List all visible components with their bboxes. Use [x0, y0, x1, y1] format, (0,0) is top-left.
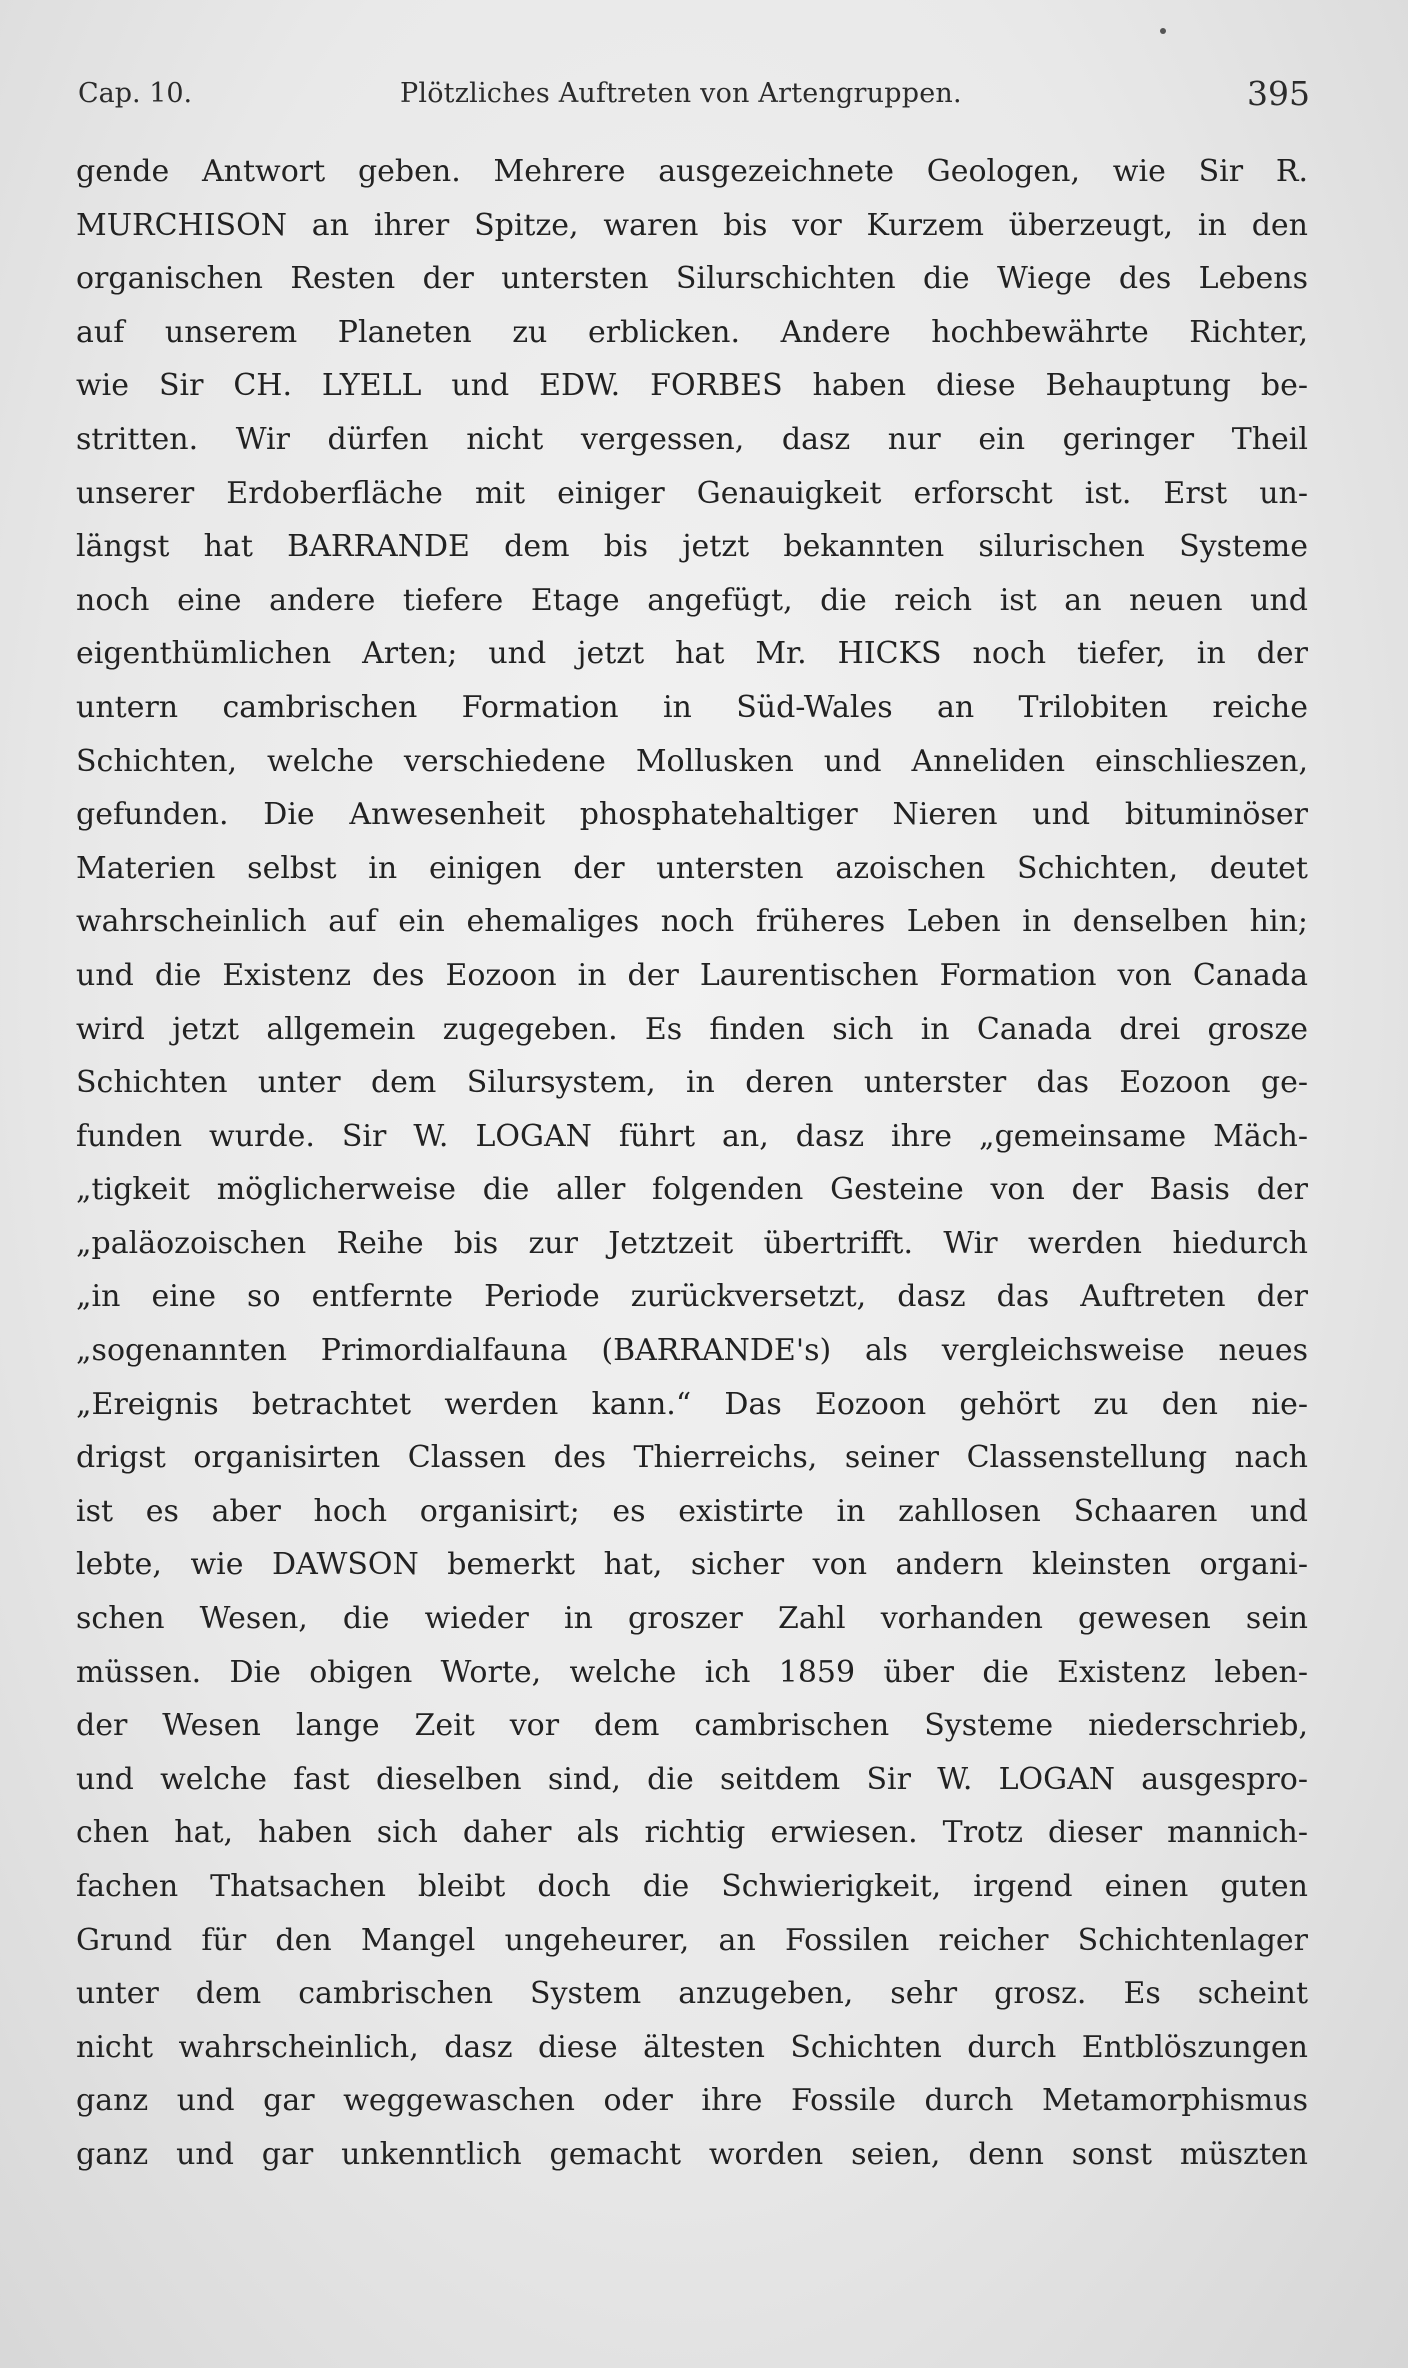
text-line: wahrscheinlich auf ein ehemaliges noch früheres Leben in denselben hin;: [76, 904, 1308, 940]
text-line: und welche fast dieselben sind, die seitdem Sir W. LOGAN ausgespro-: [76, 1761, 1308, 1797]
text-line: Materien selbst in einigen der untersten azoischen Schichten, deutet: [76, 850, 1308, 886]
text-line: ist es aber hoch organisirt; es existirte in zahllosen Schaaren und: [76, 1493, 1308, 1529]
text-line: ganz und gar weggewaschen oder ihre Fossile durch Metamorphismus: [76, 2083, 1308, 2119]
text-line: müssen. Die obigen Worte, welche ich 1859 über die Existenz leben-: [76, 1654, 1308, 1690]
text-line: schen Wesen, die wieder in groszer Zahl vorhanden gewesen sein: [76, 1601, 1308, 1637]
chapter-label: Cap. 10.: [78, 78, 193, 109]
text-line: chen hat, haben sich daher als richtig erwiesen. Trotz dieser mannich-: [76, 1815, 1308, 1851]
text-line: „paläozoischen Reihe bis zur Jetztzeit übertrifft. Wir werden hiedurch: [76, 1225, 1308, 1261]
running-title: Plötzliches Auftreten von Artengruppen.: [400, 78, 962, 109]
page-header: [78, 74, 1310, 118]
text-line: „sogenannten Primordialfauna (BARRANDE's) als vergleichsweise neues: [76, 1333, 1308, 1369]
text-line: Schichten, welche verschiedene Mollusken und Anneliden einschlieszen,: [76, 743, 1308, 779]
text-line: wie Sir CH. LYELL und EDW. FORBES haben diese Behauptung be-: [76, 368, 1308, 404]
text-line: „tigkeit möglicherweise die aller folgenden Gesteine von der Basis der: [76, 1172, 1308, 1208]
text-line: nicht wahrscheinlich, dasz diese ältesten Schichten durch Entblöszungen: [76, 2029, 1308, 2065]
text-line: gefunden. Die Anwesenheit phosphatehaltiger Nieren und bituminöser: [76, 797, 1308, 833]
text-line: „Ereignis betrachtet werden kann.“ Das Eozoon gehört zu den nie-: [76, 1386, 1308, 1422]
text-line: noch eine andere tiefere Etage angefügt, die reich ist an neuen und: [76, 582, 1308, 618]
text-line: und die Existenz des Eozoon in der Laurentischen Formation von Canada: [76, 957, 1308, 993]
text-line: eigenthümlichen Arten; und jetzt hat Mr. HICKS noch tiefer, in der: [76, 636, 1308, 672]
text-line: lebte, wie DAWSON bemerkt hat, sicher von andern kleinsten organi-: [76, 1547, 1308, 1583]
text-line: stritten. Wir dürfen nicht vergessen, dasz nur ein geringer Theil: [76, 421, 1308, 457]
text-line: auf unserem Planeten zu erblicken. Andere hochbewährte Richter,: [76, 314, 1308, 350]
text-line: unter dem cambrischen System anzugeben, sehr grosz. Es scheint: [76, 1976, 1308, 2012]
text-line: organischen Resten der untersten Silurschichten die Wiege des Lebens: [76, 261, 1308, 297]
text-line: längst hat BARRANDE dem bis jetzt bekannten silurischen Systeme: [76, 529, 1308, 565]
text-line: fachen Thatsachen bleibt doch die Schwierigkeit, irgend einen guten: [76, 1869, 1308, 1904]
text-line: unserer Erdoberfläche mit einiger Genauigkeit erforscht ist. Erst un-: [76, 475, 1308, 511]
text-line: MURCHISON an ihrer Spitze, waren bis vor Kurzem überzeugt, in den: [76, 207, 1308, 243]
text-line: Grund für den Mangel ungeheurer, an Fossilen reicher Schichtenlager: [76, 1922, 1308, 1958]
text-line: Schichten unter dem Silursystem, in deren unterster das Eozoon ge-: [76, 1065, 1308, 1101]
text-line: drigst organisirten Classen des Thierreichs, seiner Classenstellung nach: [76, 1440, 1308, 1476]
ink-speck: [1160, 28, 1166, 34]
text-line: der Wesen lange Zeit vor dem cambrischen Systeme niederschrieb,: [76, 1708, 1308, 1744]
text-line: untern cambrischen Formation in Süd-Wales an Trilobiten reiche: [76, 689, 1308, 725]
text-line: „in eine so entfernte Periode zurückversetzt, dasz das Auftreten der: [76, 1279, 1308, 1315]
body-text: [76, 145, 1308, 2182]
text-line: funden wurde. Sir W. LOGAN führt an, dasz ihre „gemeinsame Mäch-: [76, 1118, 1308, 1154]
text-line: gende Antwort geben. Mehrere ausgezeichnete Geologen, wie Sir R.: [76, 154, 1308, 189]
text-line: ganz und gar unkenntlich gemacht worden seien, denn sonst müszten: [76, 2136, 1308, 2172]
text-line: wird jetzt allgemein zugegeben. Es finden sich in Canada drei grosze: [76, 1011, 1308, 1047]
page-number: 395: [1247, 74, 1310, 113]
